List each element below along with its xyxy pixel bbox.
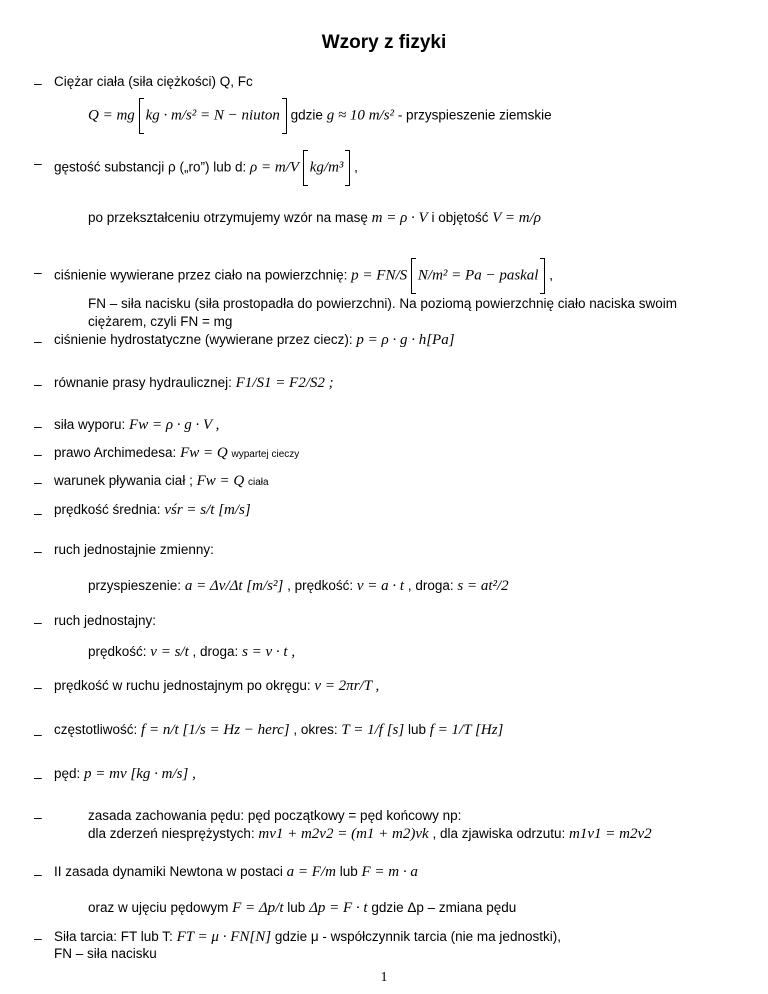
bullet-dash: – [34,418,42,434]
jedn-predk-label: prędkość: [88,644,147,659]
bullet-dash: – [34,769,42,785]
plyw-formula: Fw = Q [196,473,245,489]
czest-label: częstotliwość: [54,722,138,737]
predk-sr-row [54,502,768,519]
newton-formula: a = F/m [286,864,336,880]
fn-desc-2: ciężarem, czyli FN = mg [88,314,233,329]
wypor-label: siła wyporu: [54,417,126,432]
tarcie-label: Siła tarcia: FT lub T: [54,929,173,944]
bullet-dash: – [34,726,42,742]
newton-row [54,864,768,881]
bullet-dash: – [34,264,42,280]
prasa-formula: F1/S1 = F2/S2 ; [235,375,334,391]
fn-desc-1: FN – siła nacisku (siła prostopadła do powierzchni). Na poziomą powierzchnię ciało naciska swoim [88,296,678,311]
bullet-dash: – [34,474,42,490]
wypor-formula: Fw = ρ · g · V , [129,417,220,433]
ciezar-formula-row [88,98,738,134]
gestosc-unit: kg/m³ [309,159,344,176]
cisnienie-unit: N/m² = Pa − paskal [417,267,539,284]
okres-lub: lub [407,722,426,737]
cisnienie-row: ciśnienie wywierane przez ciało na powierzchnię: p = FN/S N/m² = Pa − paskal , [54,258,768,294]
droga-label: , droga: [407,578,454,593]
jedn-row [88,644,738,661]
prasa-row [54,375,768,392]
bullet-dash: – [34,75,42,91]
ciezar-label: Ciężar ciała (siła ciężkości) Q, Fc [54,74,253,89]
plyw-label: warunek pływania ciał ; [54,473,193,488]
bullet-dash: – [34,376,42,392]
przysp-label: przyspieszenie: [88,578,182,593]
ciezar-desc: - przyspieszenie ziemskie [397,107,552,123]
czest-row [54,722,768,739]
okrag-label: prędkość w ruchu jednostajnym po okręgu: [54,678,311,693]
bullet-dash: – [34,446,42,462]
czest-formula: f = n/t [1/s = Hz − herc] [141,722,290,738]
plyw-sub: ciała [247,477,269,488]
zach-label-2: dla zderzeń niesprężystych: [88,826,255,841]
tarcie-fn: FN – siła nacisku [54,946,157,961]
arch-sub: wypartej cieczy [231,449,300,460]
zach-formula-1: mv1 + m2v2 = (m1 + m2)vk [258,826,429,842]
ciezar-g: g ≈ 10 [326,107,365,124]
predk-sr-formula: vśr = s/t [m/s] [164,502,251,518]
zach-formula-2: m1v1 = m2v2 [569,826,652,842]
bullet-dash: – [34,866,42,882]
bullet-dash: – [34,505,42,521]
ciezar-unit: kg · m/s² = N − niuton [145,107,280,124]
bullet-dash: – [34,930,42,946]
pedowe-desc: gdzie Δp – zmiana pędu [371,900,517,915]
gestosc-row: gęstość substancji ρ („ro”) lub d: ρ = m/V kg/m³ , [54,150,768,186]
pedowe-formula: F = Δp/t [232,900,284,916]
przeksztalc-label: po przekształceniu otrzymujemy wzór na masę [88,210,368,225]
bullet-dash: – [34,809,42,825]
predk-label: , prędkość: [287,578,354,593]
cisnienie-formula: p = FN/S [351,267,408,284]
okrag-row [54,678,768,695]
przysp-formula: a = Δv/Δt [m/s²] [184,578,284,594]
ped-row [54,766,768,783]
hydro-formula: p = ρ · g · h[Pa] [356,332,455,348]
ped-formula: p = mv [kg · m/s] , [84,766,196,782]
przeksztalc-i: i objętość [431,210,489,225]
prasa-label: równanie prasy hydraulicznej: [54,375,232,390]
okres-label: , okres: [293,722,338,737]
arch-row [54,445,768,462]
pedowe-lub: lub [287,900,306,915]
okrag-formula: v = 2πr/T , [314,678,380,694]
bullet-dash: – [34,679,42,695]
okres-formula: T = 1/f [s] [341,722,405,738]
ciezar-g-unit: m/s² [368,107,395,124]
gestosc-formula: ρ = m/V [250,159,299,176]
przeksztalc-obj: V = m/ρ [492,210,541,226]
tarcie-row [54,929,768,946]
newton-formula2: F = m · a [361,864,418,880]
plyw-row [54,473,768,490]
bullet-dash: – [34,543,42,559]
tarcie-formula: FT = μ · FN[N] [176,929,272,945]
arch-formula: Fw = Q [180,445,228,461]
tarcie-desc: gdzie μ - współczynnik tarcia (nie ma jednostki), [274,929,561,944]
zmienny-row [88,578,738,595]
predk-sr-label: prędkość średnia: [54,502,161,517]
jedn-label: ruch jednostajny: [54,613,157,628]
predk-formula: v = a · t [356,578,405,594]
pedowe-row [88,900,738,917]
document-title: Wzory z fizyki [321,32,447,53]
newton-label: II zasada dynamiki Newtona w postaci [54,864,283,879]
arch-label: prawo Archimedesa: [54,445,177,460]
wypor-row [54,417,768,434]
cisnienie-label: ciśnienie wywierane przez ciało na powierzchnię: [54,267,348,283]
ciezar-formula: Q = mg [88,107,135,124]
bullet-dash: – [34,155,42,171]
newton-lub: lub [339,864,358,879]
ped-label: pęd: [54,766,81,781]
jedn-droga-label: , droga: [192,644,239,659]
przeksztalc-masa: m = ρ · V [371,210,428,226]
bullet-dash: – [34,333,42,349]
bullet-dash: – [34,614,42,630]
pedowe-label: oraz w ujęciu pędowym [88,900,229,915]
zach-odrzut: , dla zjawiska odrzutu: [432,826,566,841]
hydro-row [54,332,768,349]
pedowe-formula2: Δp = F · t [309,900,368,916]
gestosc-label: gęstość substancji ρ („ro”) lub d: [54,159,247,175]
przeksztalc-row [88,210,738,227]
zmienny-label: ruch jednostajnie zmienny: [54,542,214,557]
okres-formula2: f = 1/T [Hz] [429,722,504,738]
zach-label-1: zasada zachowania pędu: pęd początkowy = pęd końcowy np: [88,808,462,823]
zach-row [88,826,768,843]
jedn-droga-formula: s = v · t , [242,644,296,660]
jedn-predk-formula: v = s/t [150,644,189,660]
page-number: 1 [380,970,388,985]
droga-formula: s = at²/2 [457,578,509,594]
ciezar-gdzie: gdzie [290,107,323,123]
hydro-label: ciśnienie hydrostatyczne (wywierane przez ciecz): [54,332,353,347]
